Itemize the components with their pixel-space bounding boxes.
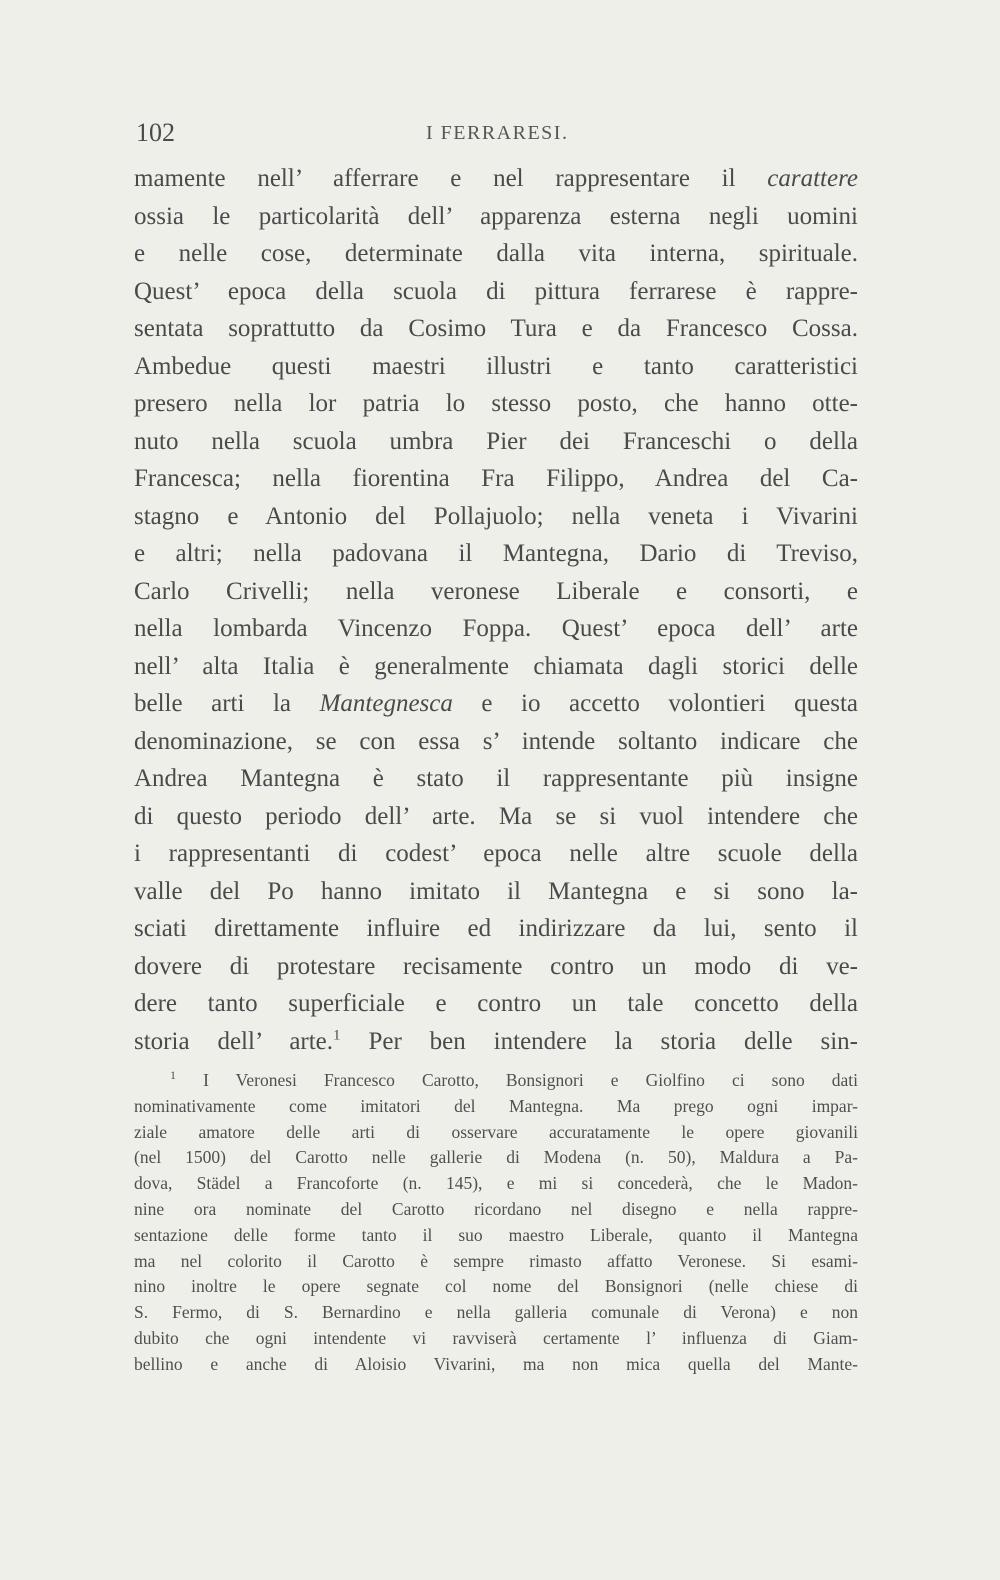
text-segment: Per ben intendere la storia delle sin- [340, 1027, 858, 1055]
text-segment: Ambedue questi maestri illustri e tanto caratteristici [134, 352, 858, 380]
text-segment: dere tanto superficiale e contro un tale concetto della [134, 990, 858, 1017]
footnote-text: dubito che ogni intendente vi ravviserà certamente l’ influenza di Giam- [134, 1327, 858, 1348]
footnote-text: bellino e anche di Aloisio Vivarini, ma non mica quella del Mante- [134, 1353, 858, 1374]
text-line [134, 760, 858, 798]
footnote-line [134, 1120, 858, 1146]
footnote-text: nominativamente come imitatori del Mantegna. Ma prego ogni impar- [134, 1095, 858, 1116]
text-line [134, 273, 858, 311]
footnote-line [134, 1171, 858, 1197]
footnote-line [134, 1094, 858, 1120]
text-line [134, 835, 858, 873]
footnote-text: ziale amatore delle arti di osservare accuratamente le opere giovanili [134, 1121, 858, 1142]
running-head: I FERRARESI. [426, 122, 569, 144]
footnote-line [134, 1223, 858, 1249]
page-number: 102 [136, 118, 175, 147]
text-line [134, 610, 858, 648]
text-segment: mamente nell’ afferrare e nel rappresentare il [134, 165, 768, 192]
text-line [134, 535, 858, 573]
footnote-line [134, 1300, 858, 1326]
text-segment: di questo periodo dell’ arte. Ma se si vuol intendere che [134, 802, 858, 830]
main-text [134, 160, 858, 1060]
footnote-line [134, 1274, 858, 1300]
footnote-line [134, 1326, 858, 1352]
text-segment: belle arti la [134, 690, 320, 717]
text-line [134, 348, 858, 386]
text-segment: e nelle cose, determinate dalla vita interna, spirituale. [134, 240, 858, 267]
text-line [134, 1023, 858, 1061]
text-segment: presero nella lor patria lo stesso posto, che hanno otte- [134, 390, 858, 417]
footnote-text: ma nel colorito il Carotto è sempre rimasto affatto Veronese. Si esami- [134, 1250, 858, 1271]
footnote-text: S. Fermo, di S. Bernardino e nella galleria comunale di Verona) e non [134, 1302, 858, 1323]
text-line [134, 460, 858, 498]
text-line [134, 310, 858, 348]
text-line [134, 948, 858, 986]
text-segment: sentata soprattutto da Cosimo Tura e da Francesco Cossa. [134, 315, 858, 342]
text-line [134, 573, 858, 611]
text-segment: sciati direttamente influire ed indirizzare da lui, sento il [134, 915, 858, 942]
footnote-marker: 1 [170, 1068, 176, 1083]
footnote-text: dova, Städel a Francoforte (n. 145), e mi si concederà, che le Madon- [134, 1173, 858, 1194]
text-line [134, 910, 858, 948]
italic-term: carattere [767, 165, 858, 192]
text-line [134, 685, 858, 723]
page-header [136, 118, 854, 154]
text-segment: Francesca; nella fiorentina Fra Filippo, Andrea del Ca- [134, 465, 858, 492]
text-segment: Quest’ epoca della scuola di pittura ferrarese è rappre- [134, 277, 858, 305]
text-segment: denominazione, se con essa s’ intende soltanto indicare che [134, 727, 858, 755]
text-line [134, 198, 858, 236]
text-segment: stagno e Antonio del Pollajuolo; nella veneta i Vivarini [134, 502, 858, 530]
text-segment: storia dell’ arte. [134, 1027, 334, 1055]
text-line [134, 385, 858, 423]
footnote-text: sentazione delle forme tanto il suo maestro Liberale, quanto il Mantegna [134, 1224, 858, 1245]
text-segment: nuto nella scuola umbra Pier dei Franceschi o della [134, 427, 858, 455]
footnote-line [134, 1197, 858, 1223]
italic-term: Mantegnesca [319, 690, 453, 717]
footnote-line [134, 1352, 858, 1378]
text-segment: Andrea Mantegna è stato il rappresentante più insigne [134, 765, 858, 792]
footnote-text: (nel 1500) del Carotto nelle gallerie di Modena (n. 50), Maldura a Pa- [134, 1147, 858, 1168]
text-segment: valle del Po hanno imitato il Mantegna e si sono la- [134, 877, 858, 905]
footnote-line [134, 1068, 858, 1094]
text-segment: nell’ alta Italia è generalmente chiamata dagli storici delle [134, 652, 858, 680]
text-line [134, 798, 858, 836]
text-segment: e altri; nella padovana il Mantegna, Dario di Treviso, [134, 540, 858, 567]
text-segment: nella lombarda Vincenzo Foppa. Quest’ epoca dell’ arte [134, 615, 858, 642]
text-line [134, 498, 858, 536]
text-segment: ossia le particolarità dell’ apparenza esterna negli uomini [134, 202, 858, 230]
text-segment: Carlo Crivelli; nella veronese Liberale e consorti, e [134, 577, 858, 605]
text-segment: i rappresentanti di codest’ epoca nelle altre scuole della [134, 840, 858, 867]
text-segment: e io accetto volontieri questa [452, 690, 858, 717]
text-line [134, 723, 858, 761]
text-line [134, 160, 858, 198]
text-line [134, 648, 858, 686]
footnote [134, 1068, 858, 1378]
text-line [134, 873, 858, 911]
footnote-reference: 1 [333, 1027, 341, 1044]
footnote-text: nine ora nominate del Carotto ricordano nel disegno e nella rappre- [134, 1198, 858, 1219]
footnote-text: nino inoltre le opere segnate col nome del Bonsignori (nelle chiese di [134, 1276, 858, 1297]
text-line [134, 235, 858, 273]
text-line [134, 985, 858, 1023]
text-line [134, 423, 858, 461]
footnote-text: I Veronesi Francesco Carotto, Bonsignori e Giolfino ci sono dati [203, 1070, 859, 1090]
footnote-line [134, 1249, 858, 1275]
footnote-line [134, 1145, 858, 1171]
text-segment: dovere di protestare recisamente contro un modo di ve- [134, 952, 858, 980]
